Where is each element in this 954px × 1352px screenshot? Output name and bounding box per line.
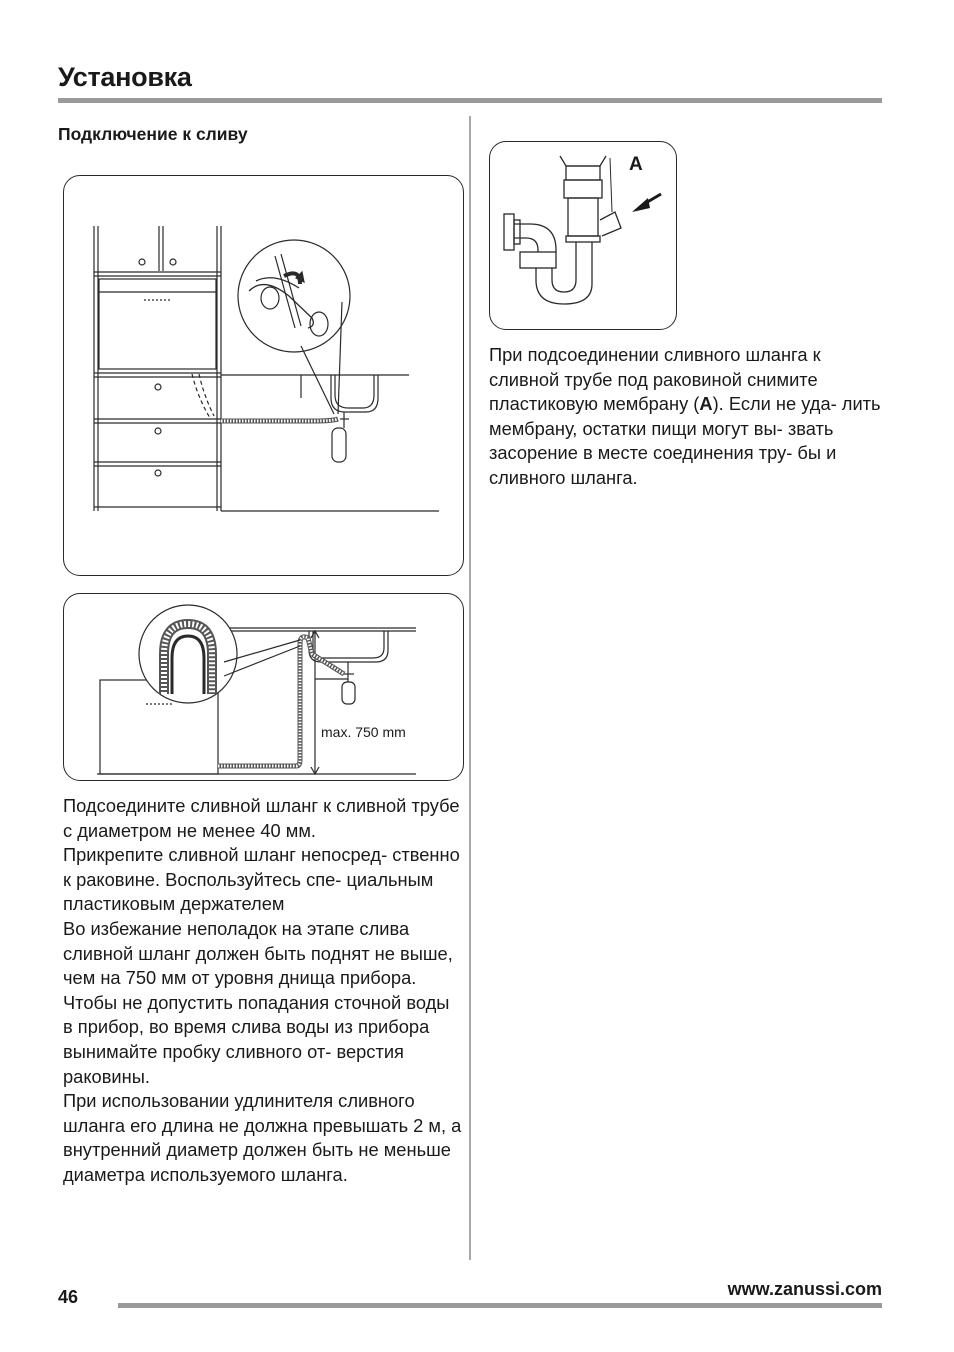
page-title: Установка [58, 62, 192, 92]
paragraph-height: Во избежание неполадок на этапе слива сливной шланг должен быть поднят не выше, чем на 750 мм от уровня днища прибора. [63, 917, 453, 989]
page-number: 46 [58, 1287, 79, 1307]
paragraph-diameter: Подсоедините сливной шланг к сливной трубе с диаметром не менее 40 мм. [63, 795, 460, 841]
membrane-marker: A [699, 393, 713, 415]
trap-membrane-illustration [490, 142, 676, 329]
website-url: www.zanussi.com [727, 1279, 882, 1299]
figure-trap-membrane [489, 141, 677, 330]
paragraph-plug: Чтобы не допустить попадания сточной воды в прибор, во время слива воды из прибора вынимайте пробку сливного от- верстия раковины. [63, 991, 450, 1087]
membrane-instructions-text [489, 343, 884, 491]
figure-height-limit [63, 593, 464, 781]
paragraph-extension: При использовании удлинителя сливного шланга его длина не должна превышать 2 м, а внутренний диаметр должен быть не меньше диаметра используемого шланга. [63, 1090, 462, 1185]
paragraph-attach: Прикрепите сливной шланг непосред- ственно к раковине. Воспользуйтесь спе- циальным пластиковым держателем [63, 844, 460, 915]
figure-cabinet-drain [63, 175, 464, 576]
height-limit-label: max. 750 mm [321, 724, 406, 740]
drain-instructions-text [63, 794, 463, 1188]
membrane-text-before: При подсоединении сливного шланга к сливной трубе под раковиной снимите пластиковую мембрану ( [489, 344, 821, 415]
membrane-text-after: ). Если не уда- лить мембрану, остатки пищи могут вы- звать засорение в месте соединения тру- бы и сливного шланга. [489, 393, 881, 488]
section-heading: Подключение к сливу [58, 124, 248, 144]
footer-rule [118, 1303, 882, 1308]
column-divider [469, 116, 471, 1260]
height-limit-illustration [64, 594, 463, 780]
membrane-marker-label: A [629, 154, 643, 175]
title-rule [58, 98, 882, 103]
membrane-paragraph [489, 343, 884, 491]
cabinet-drain-illustration [64, 176, 463, 575]
